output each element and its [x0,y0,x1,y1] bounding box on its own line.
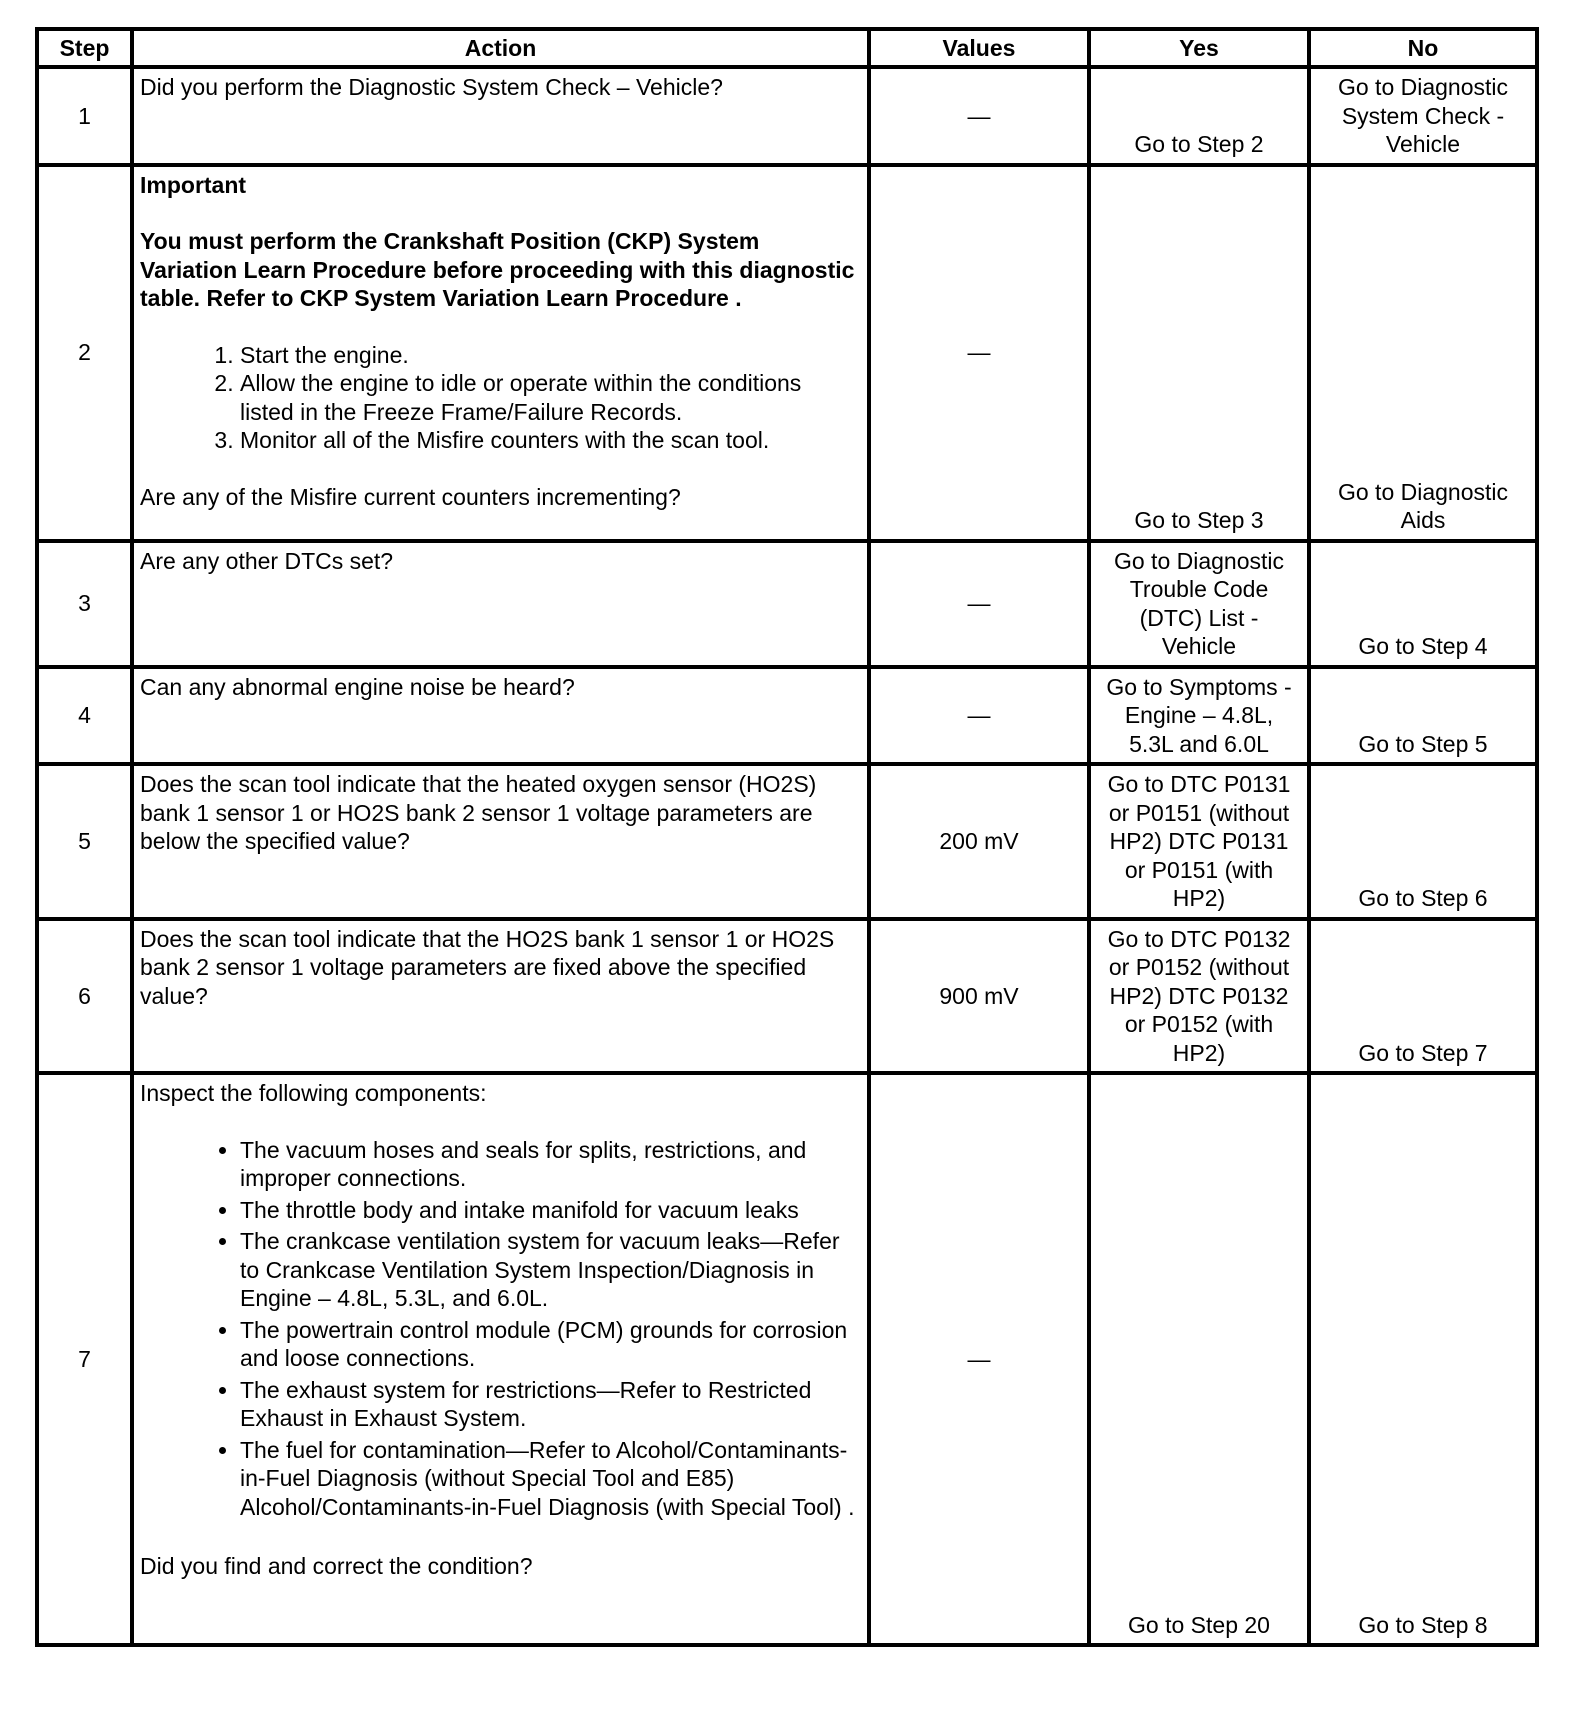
question-text: Did you find and correct the condition? [140,1553,533,1579]
header-yes: Yes [1089,29,1309,67]
action-text: Can any abnormal engine noise be heard? [132,667,869,765]
value-cell: — [869,165,1089,541]
table-row [37,67,1537,165]
no-cell [1309,165,1537,541]
list-item: • The vacuum hoses and seals for splits, restrictions, and improper connections. [240,1136,861,1193]
list-item: • The crankcase ventilation system for vacuum leaks—Refer to Crankcase Ventilation System Inspection/Diagnosis in Engine – 4.8L, 5.3L, and 6.0L. [240,1227,861,1313]
list-item: • The throttle body and intake manifold for vacuum leaks [240,1196,861,1225]
no-text: Go to Step 4 [1358,633,1488,659]
table-row [37,919,1537,1074]
no-text: Go to Step 7 [1358,1039,1488,1066]
step-number: 1 [37,67,132,165]
step-number: 7 [37,1073,132,1645]
no-text: Go to Step 6 [1358,885,1488,911]
header-values: Values [869,29,1089,67]
no-cell [1309,667,1537,765]
yes-cell [1089,67,1309,165]
table-row [37,667,1537,765]
list-item: • The powertrain control module (PCM) grounds for corrosion and loose connections. [240,1316,861,1373]
action-cell [132,165,869,541]
component-list [140,1136,861,1522]
yes-text: Go to Step 20 [1128,1611,1270,1638]
yes-cell [1089,165,1309,541]
yes-text: Go to DTC P0131 or P0151 (without HP2) DTC P0131 or P0151 (with HP2) [1107,771,1291,911]
step-number: 3 [37,541,132,667]
value-cell: — [869,1073,1089,1645]
table-row [37,1073,1537,1645]
diagnostic-table [35,27,1539,1647]
value-cell: — [869,67,1089,165]
no-text: Go to Diagnostic System Check - Vehicle [1337,74,1509,157]
question-text: Are any of the Misfire current counters incrementing? [140,483,681,510]
no-text: Go to Step 5 [1358,730,1488,757]
action-cell [132,1073,869,1645]
value-cell: — [869,667,1089,765]
action-text: Does the scan tool indicate that the heated oxygen sensor (HO2S) bank 1 sensor 1 or HO2S bank 2 sensor 1 voltage parameters are below the specified value? [132,764,869,919]
procedure-list [140,341,861,455]
yes-text: Go to Step 2 [1134,131,1264,157]
yes-cell [1089,541,1309,667]
list-item: • The exhaust system for restrictions—Refer to Restricted Exhaust in Exhaust System. [240,1376,861,1433]
step-number: 4 [37,667,132,765]
table-row [37,764,1537,919]
no-cell [1309,919,1537,1074]
list-item: 1. Start the engine. [240,341,861,370]
no-cell [1309,764,1537,919]
table-row [37,165,1537,541]
header-no: No [1309,29,1537,67]
step-number: 6 [37,919,132,1074]
table-row [37,541,1537,667]
value-cell: 900 mV [869,919,1089,1074]
value-cell: 200 mV [869,764,1089,919]
header-action: Action [132,29,869,67]
no-cell [1309,67,1537,165]
no-text: Go to Step 8 [1358,1611,1488,1638]
yes-text: Go to Step 3 [1134,507,1264,533]
yes-cell [1089,919,1309,1074]
yes-text: Go to Symptoms - Engine – 4.8L, 5.3L and 6.0L [1106,673,1292,757]
list-item: 2. Allow the engine to idle or operate within the conditions listed in the Freeze Frame/Failure Records. [240,369,861,426]
action-text: Are any other DTCs set? [132,541,869,667]
action-text: Did you perform the Diagnostic System Check – Vehicle? [132,67,869,165]
list-item: 3. Monitor all of the Misfire counters with the scan tool. [240,426,861,455]
step-number: 5 [37,764,132,919]
yes-text: Go to DTC P0132 or P0152 (without HP2) DTC P0132 or P0152 (with HP2) [1107,925,1291,1066]
yes-cell [1089,1073,1309,1645]
no-cell [1309,1073,1537,1645]
yes-text: Go to Diagnostic Trouble Code (DTC) List - Vehicle [1113,547,1285,659]
header-step: Step [37,29,132,67]
yes-cell [1089,667,1309,765]
value-cell: — [869,541,1089,667]
header-row [37,29,1537,67]
no-text: Go to Diagnostic Aids [1337,478,1509,533]
step-number: 2 [37,165,132,541]
important-text: You must perform the Crankshaft Position (CKP) System Variation Learn Procedure before proceeding with this diagnostic table. Refer to CKP System Variation Learn Procedure . [140,228,855,311]
yes-cell [1089,764,1309,919]
important-title: Important [140,171,247,198]
action-text: Does the scan tool indicate that the HO2S bank 1 sensor 1 or HO2S bank 2 sensor 1 voltage parameters are fixed above the specified value? [132,919,869,1074]
list-item: • The fuel for contamination—Refer to Alcohol/Contaminants-in-Fuel Diagnosis (without Special Tool and E85) Alcohol/Contaminants-in-Fuel Diagnosis (with Special Tool) . [240,1436,861,1522]
no-cell [1309,541,1537,667]
intro-text: Inspect the following components: [140,1080,487,1106]
